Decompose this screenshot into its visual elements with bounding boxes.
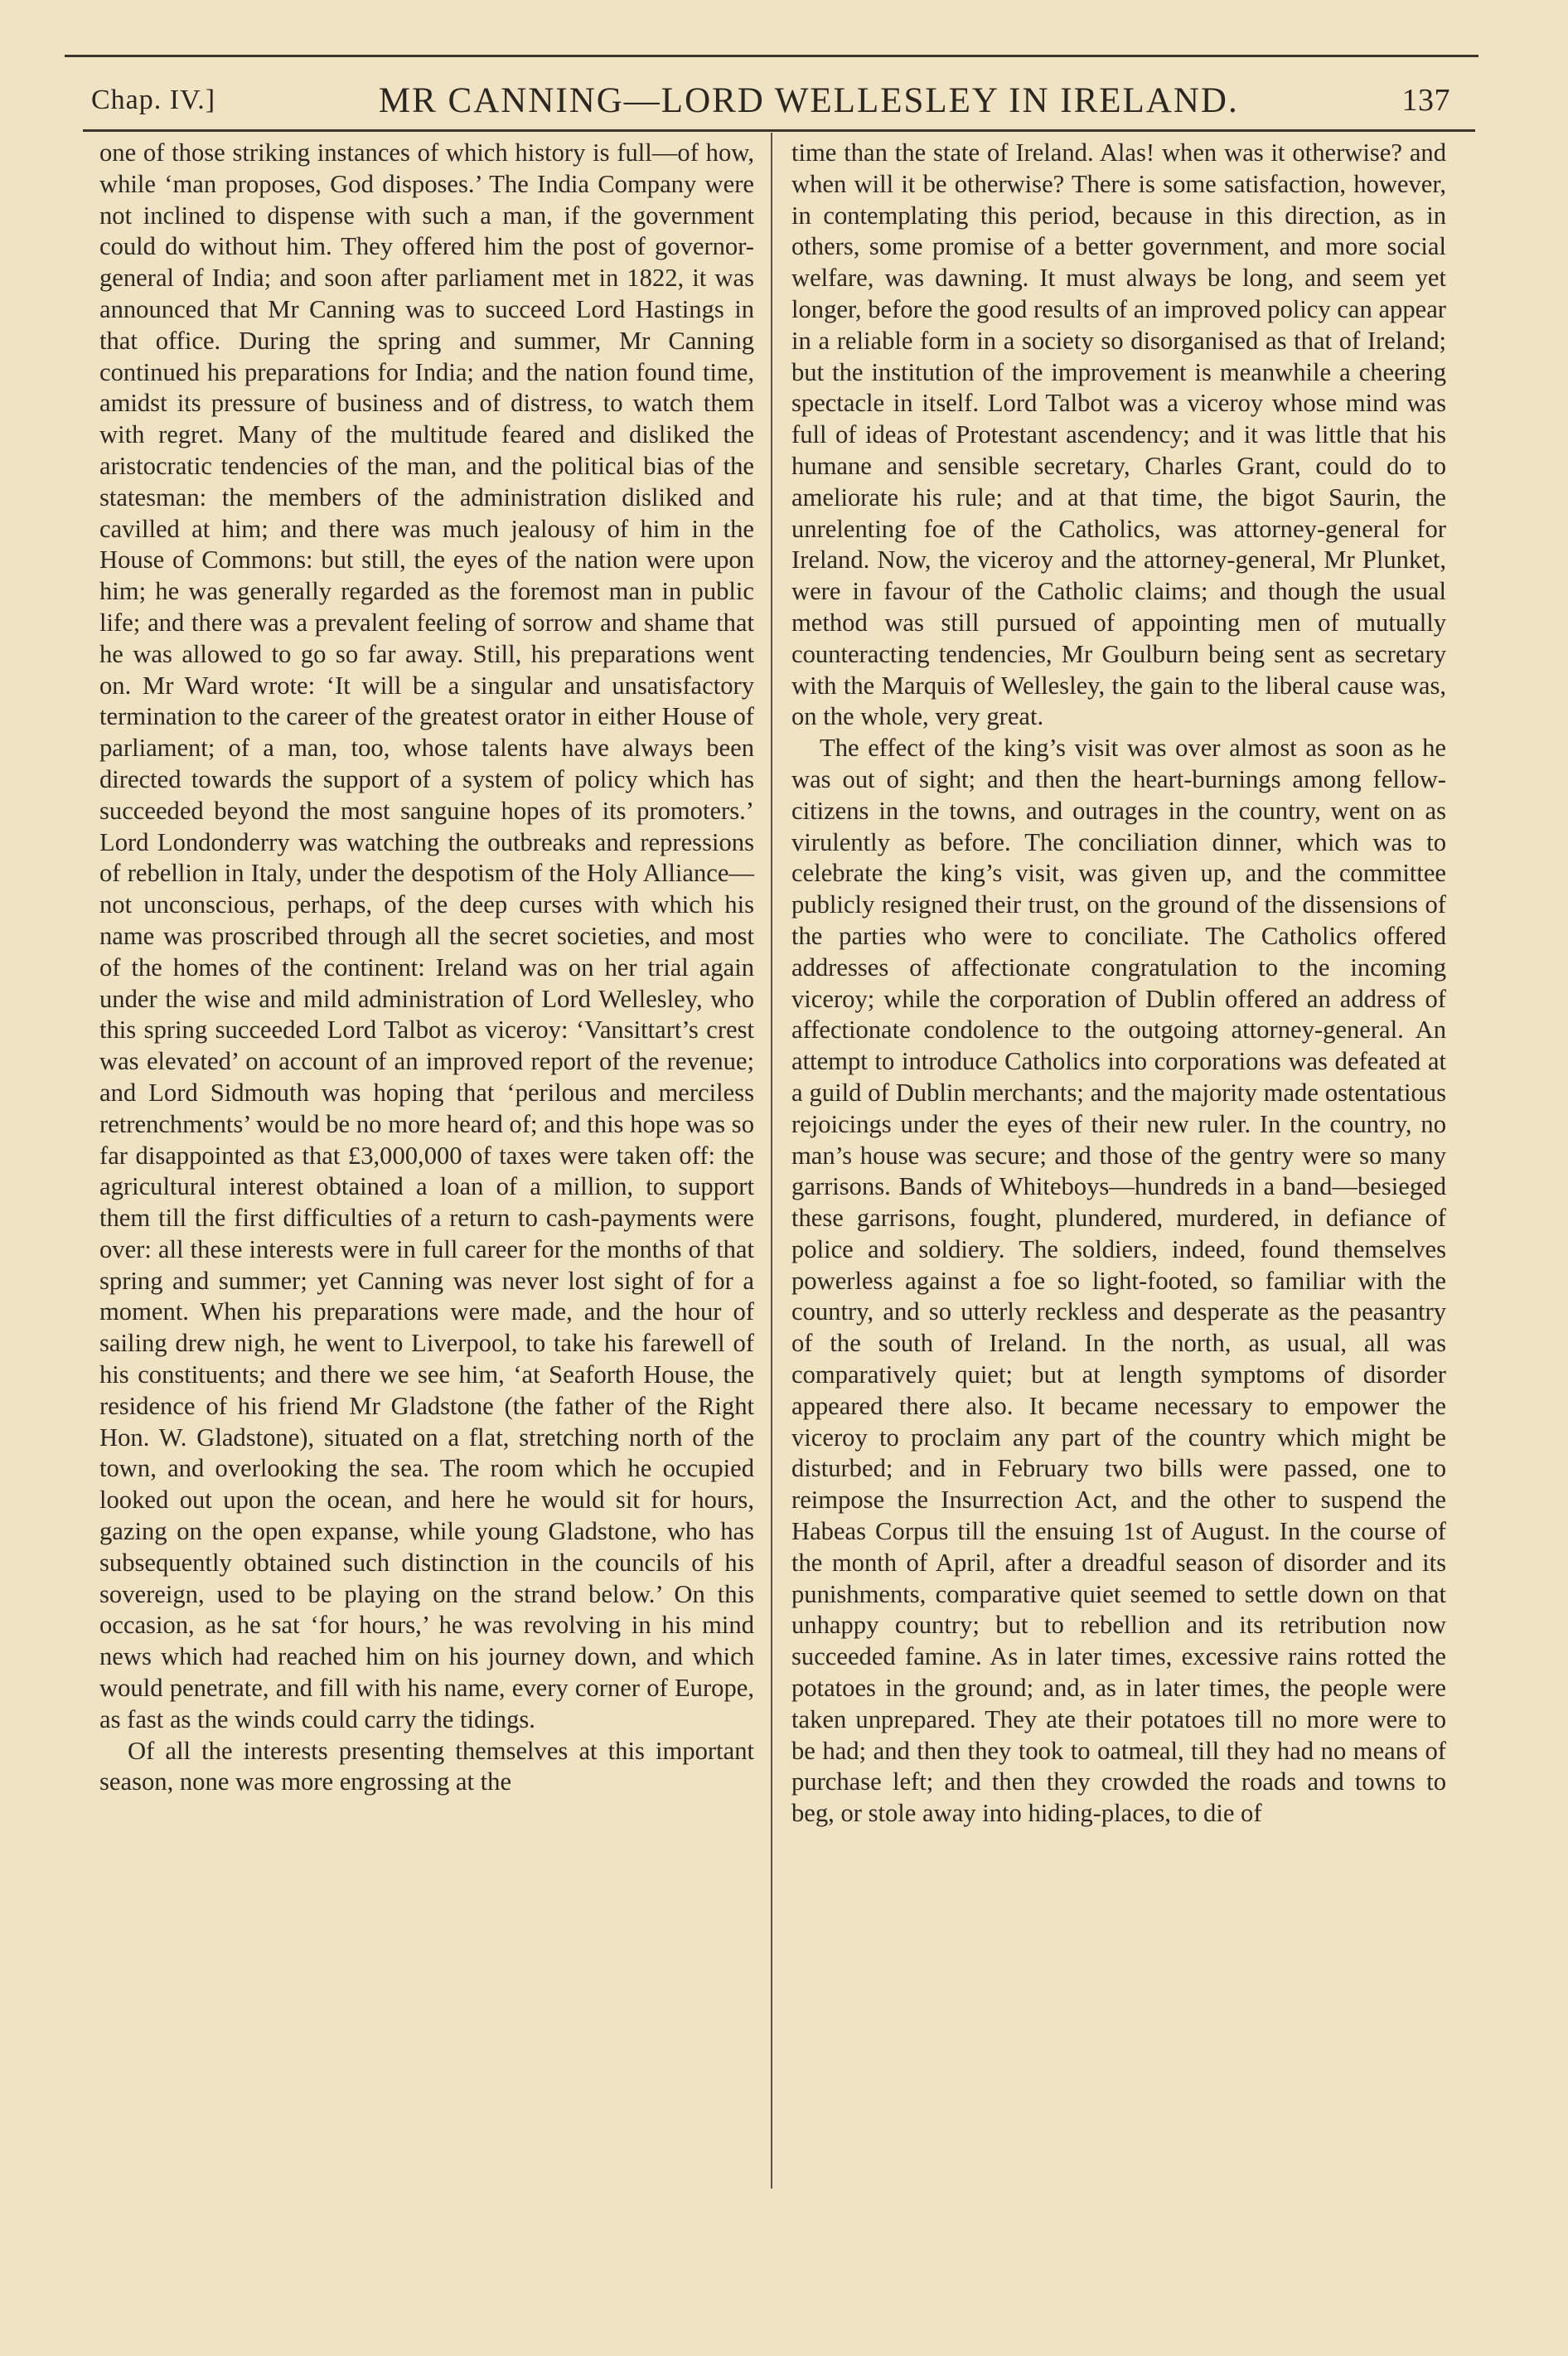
paragraph: The effect of the king’s visit was over almost as soon as he was out of sight; and then the heart-burnings among fellow-citizens in the towns, and outrages in the country, went on as virulently as before. The conciliation dinner, which was to celebrate the king’s visit, was given up, and the committee publicly resigned their trust, on the ground of the dissensions of the parties who were to conciliate. The Catholics offered addresses of affectionate congratulation to the incoming viceroy; while the corporation of Dublin offered an address of affectionate condolence to the outgoing attorney-general. An attempt to introduce Catholics into corporations was defeated at a guild of Dublin merchants; and the majority made ostentatious rejoicings under the eyes of their new ruler. In the country, no man’s house was secure; and those of the gentry were so many garrisons. Bands of Whiteboys—hundreds in a band—besieged these garrisons, fought, plundered, murdered, in defiance of police and soldiery. The soldiers, indeed, found themselves powerless against a foe so light-footed, so familiar with the country, and so utterly reckless and desperate as the peasantry of the south of Ireland. In the north, as usual, all was comparatively quiet; but at length symptoms of disorder appeared there also. It became necessary to empower the viceroy to proclaim any part of the country which might be disturbed; and in February two bills were passed, one to reimpose the Insurrection Act, and the other to suspend the Habeas Corpus till the ensuing 1st of August. In the course of the month of April, after a dreadful season of disorder and its punishments, comparative quiet seemed to settle down on that unhappy country; but to rebellion and its retribution now succeeded famine. As in later times, excessive rains rotted the potatoes in the ground; and, as in later times, the people were taken unprepared. They ate their potatoes till no more were to be had; and then they took to oatmeal, till they had no means of purchase left; and then they crowded the roads and towns to beg, or stole away into hiding-places, to die of xyxy=(791,734,1446,1828)
paragraph: Of all the interests presenting themselves at this important season, none was more engrossing at the xyxy=(99,1736,754,1796)
chapter-label: Chap. IV.] xyxy=(91,85,216,115)
right-column xyxy=(791,138,1446,1830)
paragraph: time than the state of Ireland. Alas! when was it otherwise? and when will it be otherwise? There is some satisfaction, however, in contemplating this period, because in this direction, as in others, some promise of a better government, and more social welfare, was dawning. It must always be long, and seem yet longer, before the good results of an improved policy can appear in a reliable form in a society so disorganised as that of Ireland; but the institution of the improvement is meanwhile a cheering spectacle in itself. Lord Talbot was a viceroy whose mind was full of ideas of Protestant ascendency; and it was little that his humane and sensible secretary, Charles Grant, could do to ameliorate his rule; and at that time, the bigot Saurin, the unrelenting foe of the Catholics, was attorney-general for Ireland. Now, the viceroy and the attorney-general, Mr Plunket, were in favour of the Catholic claims; and though the usual method was still pursued of appointing men of mutually counteracting tendencies, Mr Goulburn being sent as secretary with the Marquis of Wellesley, the gain to the liberal cause was, on the whole, very great. xyxy=(791,138,1446,731)
running-title: MR CANNING—LORD WELLESLEY IN IRELAND. xyxy=(378,80,1239,120)
top-border-rule xyxy=(65,55,1478,57)
page-number: 137 xyxy=(1401,83,1450,118)
header-rule xyxy=(83,129,1475,132)
column-divider xyxy=(771,133,772,2189)
running-header xyxy=(91,75,1450,126)
left-column xyxy=(99,138,754,1798)
paragraph: one of those striking instances of which history is full—of how, while ‘man proposes, God disposes.’ The India Company were not inclined to dispense with such a man, if the government could do without him. They offered him the post of governor-general of India; and soon after parliament met in 1822, it was announced that Mr Canning was to succeed Lord Hastings in that office. During the spring and summer, Mr Canning continued his preparations for India; and the nation found time, amidst its pressure of business and of distress, to watch them with regret. Many of the multitude feared and disliked the aristocratic tendencies of the man, and the political bias of the statesman: the members of the administration disliked and cavilled at him; and there was much jealousy of him in the House of Commons: but still, the eyes of the nation were upon him; he was generally regarded as the foremost man in public life; and there was a prevalent feeling of sorrow and shame that he was allowed to go so far away. Still, his preparations went on. Mr Ward wrote: ‘It will be a singular and unsatisfactory termination to the career of the greatest orator in either House of parliament; of a man, too, whose talents have always been directed towards the support of a system of policy which has succeeded beyond the most sanguine hopes of its promoters.’ Lord Londonderry was watching the outbreaks and repressions of rebellion in Italy, under the despotism of the Holy Alliance—not unconscious, perhaps, of the deep curses with which his name was proscribed through all the secret societies, and most of the homes of the continent: Ireland was on her trial again under the wise and mild administration of Lord Wellesley, who this spring succeeded Lord Talbot as viceroy: ‘Vansittart’s crest was elevated’ on account of an improved report of the revenue; and Lord Sidmouth was hoping that ‘perilous and merciless retrenchments’ would be no more heard of; and this hope was so far disappointed as that £3,000,000 of taxes were taken off: the agricultural interest obtained a loan of a million, to support them till the first difficulties of a return to cash-payments were over: all these interests were in full career for the months of that spring and summer; yet Canning was never lost sight of for a moment. When his preparations were made, and the hour of sailing drew nigh, he went to Liverpool, to take his farewell of his constituents; and there we see him, ‘at Seaforth House, the residence of his friend Mr Gladstone (the father of the Right Hon. W. Gladstone), situated on a flat, stretching north of the town, and overlooking the sea. The room which he occupied looked out upon the ocean, and here he would sit for hours, gazing on the open expanse, while young Gladstone, who has subsequently obtained such distinction in the councils of his sovereign, used to be playing on the strand below.’ On this occasion, as he sat ‘for hours,’ he was revolving in his mind news which had reached him on his journey down, and which would penetrate, and fill with his name, every corner of Europe, as fast as the winds could carry the tidings. xyxy=(99,138,754,1733)
